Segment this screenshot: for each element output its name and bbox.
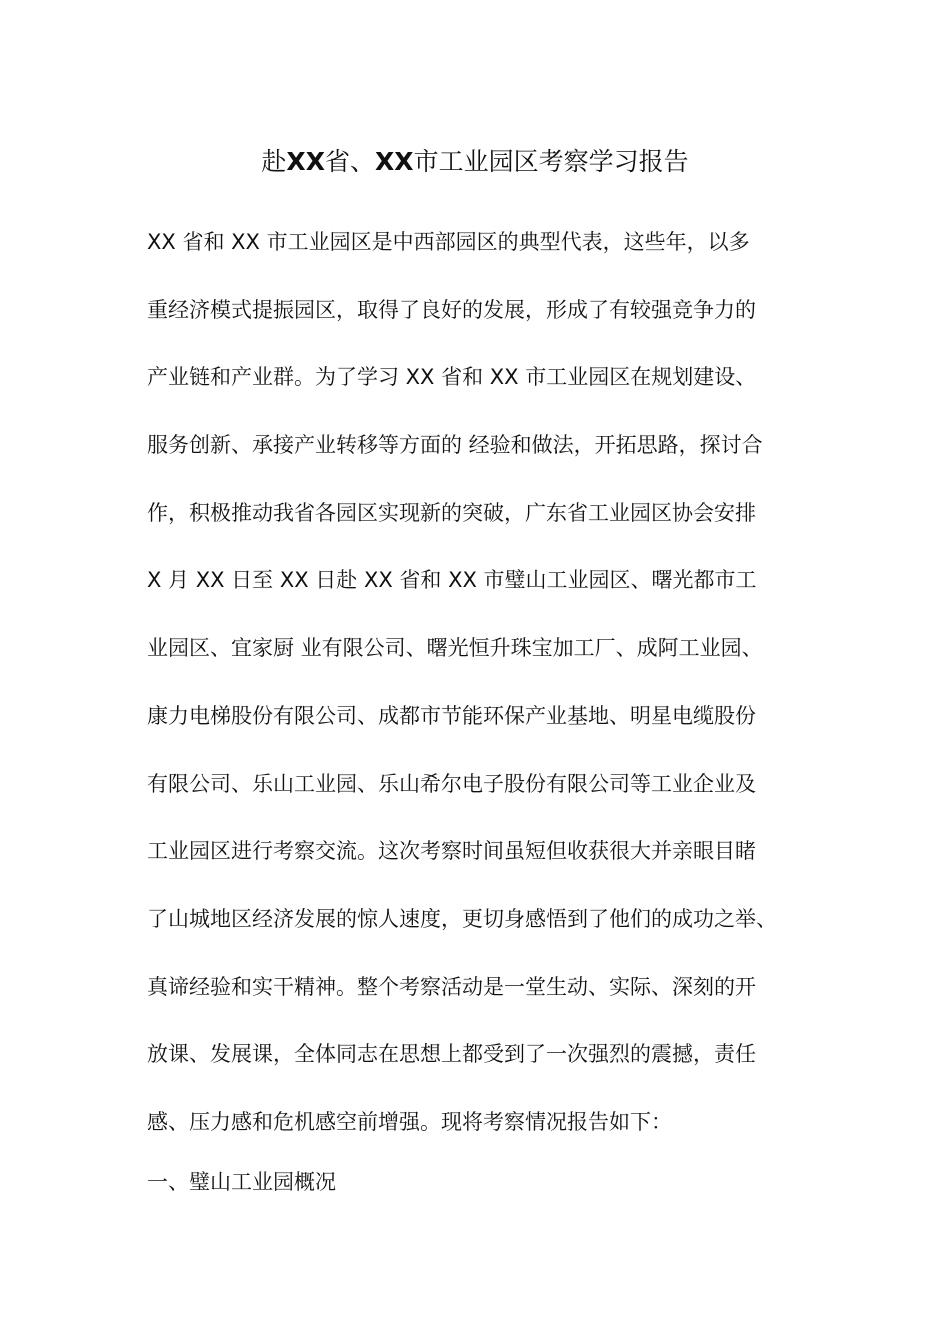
intro-paragraph — [147, 220, 807, 1168]
paragraph-line: 产业链和产业群。为了学习 XX 省和 XX 市工业园区在规划建设、 — [147, 365, 757, 390]
title-part-2: XX — [286, 147, 325, 176]
title-part-3: 省、 — [324, 147, 375, 176]
paragraph-line: 康力电梯股份有限公司、成都市节能环保产业基地、明星电缆股份 — [147, 703, 756, 728]
paragraph-line: 作，积极推动我省各园区实现新的突破，广东省工业园区协会安排 — [147, 500, 756, 525]
paragraph-line: 了山城地区经济发展的惊人速度，更切身感悟到了他们的成功之举、 — [147, 906, 777, 931]
paragraph-line: 真谛经验和实干精神。整个考察活动是一堂生动、实际、深刻的开 — [147, 974, 756, 999]
document-title — [0, 140, 950, 184]
paragraph-line: 服务创新、承接产业转移等方面的 经验和做法，开拓思路，探讨合 — [147, 433, 763, 458]
title-part-4: XX — [375, 147, 414, 176]
title-part-1: 赴 — [261, 147, 287, 176]
paragraph-line: XX 省和 XX 市工业园区是中西部园区的典型代表，这些年，以多 — [147, 230, 750, 254]
paragraph-line: X 月 XX 日至 XX 日赴 XX 省和 XX 市璧山工业园区、曙光都市工 — [147, 568, 757, 593]
paragraph-line: 放课、发展课，全体同志在思想上都受到了一次强烈的震撼，责任 — [147, 1042, 756, 1067]
section-heading: 一、璧山工业园概况 — [147, 1170, 336, 1194]
paragraph-line: 感、压力感和危机感空前增强。现将考察情况报告如下： — [147, 1109, 672, 1134]
paragraph-line: 有限公司、乐山工业园、乐山希尔电子股份有限公司等工业企业及 — [147, 771, 756, 796]
paragraph-line: 业园区、宜家厨 业有限公司、曙光恒升珠宝加工厂、成阿工业园、 — [147, 636, 763, 661]
title-part-5: 市工业园区考察学习报告 — [413, 147, 689, 176]
paragraph-line: 重经济模式提振园区，取得了良好的发展，形成了有较强竞争力的 — [147, 297, 756, 322]
paragraph-line: 工业园区进行考察交流。这次考察时间虽短但收获很大并亲眼目睹 — [147, 839, 756, 864]
